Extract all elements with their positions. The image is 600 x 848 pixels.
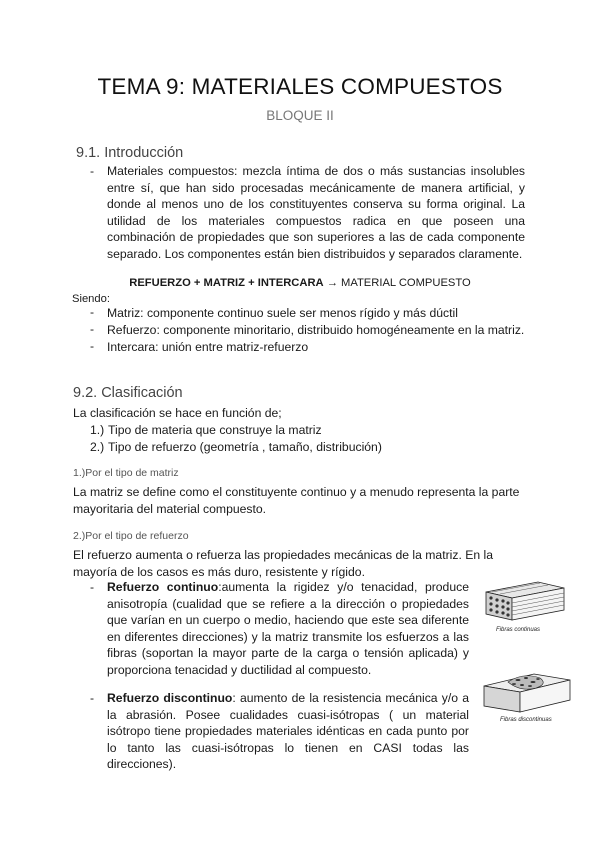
- formula: [0, 277, 600, 289]
- formula-result: → MATERIAL COMPUESTO: [326, 277, 471, 289]
- list-number: 1.): [90, 423, 105, 437]
- section-heading-clasificacion: 9.2. Clasificación: [73, 385, 183, 401]
- figure-caption: Fibras discontinuas: [500, 717, 552, 723]
- fibras-discontinuas-figure: [478, 666, 578, 728]
- bullet-dash: -: [90, 164, 95, 178]
- bullet-dash: -: [90, 691, 95, 705]
- list-number: 2.): [90, 440, 105, 454]
- page-subtitle: BLOQUE II: [266, 108, 334, 123]
- siendo-label: Siendo:: [72, 293, 110, 305]
- list-item-tipo-refuerzo: Tipo de refuerzo (geometría , tamaño, distribución): [108, 440, 382, 454]
- fibras-continuas-illustration: [478, 574, 570, 626]
- refuerzo-discontinuo-paragraph: [107, 690, 469, 773]
- fibras-discontinuas-illustration: [478, 666, 578, 716]
- matriz-paragraph: La matriz se define como el constituyente continuo y a menudo representa la parte mayoritaria del material compuesto.: [73, 485, 520, 516]
- subheading-matriz: 1.)Por el tipo de matriz: [73, 467, 179, 479]
- figure-caption: Fibras continuas: [496, 627, 541, 633]
- section-heading-intro: 9.1. Introducción: [76, 145, 184, 161]
- bullet-dash: -: [90, 339, 95, 353]
- refuerzo-discontinuo-label: Refuerzo discontinuo: [107, 691, 233, 705]
- list-item-refuerzo: Refuerzo: componente minoritario, distribuido homogéneamente en la matriz.: [107, 323, 525, 337]
- refuerzo-continuo-text: :aumenta la rigidez y/o tenacidad, produce anisotropía (cualidad que se refiere a la dirección o propiedades que varían en un cuerpo o medio, haciendo que este sea diferente en diferentes direcciones) y la matriz transmite los esfuerzos a las fibras (soportan la mayor parte de la carga o tensión aplicada) y proporciona tenacidad y ductilidad al compuesto.: [107, 580, 469, 677]
- list-item-matriz: Matriz: componente continuo suele ser menos rígido y más dúctil: [107, 306, 458, 320]
- clasificacion-lead: La clasificación se hace en función de;: [73, 406, 282, 420]
- fibras-continuas-figure: [478, 574, 570, 636]
- list-item-tipo-matriz: Tipo de materia que construye la matriz: [108, 423, 322, 437]
- intro-paragraph: Materiales compuestos: mezcla íntima de dos o más sustancias insolubles entre sí, que han sido procesadas mecánicamente de manera artificial, y donde al menos uno de los constituyentes conserva su forma original. La utilidad de los materiales compuestos radica en que poseen una combinación de propiedades que son superiores a las de cada componente separado. Los componentes están bien distribuidos y separados claramente.: [107, 164, 525, 261]
- refuerzo-discontinuo-text: : aumento de la resistencia mecánica y/o a la abrasión. Posee cualidades cuasi-isótropas ( un material isótropo tiene propiedades materiales idénticas en cada punto por lo tanto las cuasi-isótropas lo tienen en CASI todas las direcciones).: [107, 691, 469, 772]
- refuerzo-continuo-label: Refuerzo continuo: [107, 580, 219, 594]
- page-title: TEMA 9: MATERIALES COMPUESTOS: [97, 74, 503, 99]
- formula-bold: REFUERZO + MATRIZ + INTERCARA: [129, 277, 324, 289]
- bullet-dash: -: [90, 305, 95, 319]
- bullet-dash: -: [90, 322, 95, 336]
- refuerzo-continuo-paragraph: [107, 579, 469, 679]
- list-item-intercara: Intercara: unión entre matriz-refuerzo: [107, 340, 309, 354]
- bullet-dash: -: [90, 580, 95, 594]
- subheading-refuerzo: 2.)Por el tipo de refuerzo: [73, 530, 189, 542]
- refuerzo-paragraph: El refuerzo aumenta o refuerza las propiedades mecánicas de la matriz. En la mayoría de los casos es más duro, resistente y rígido.: [73, 548, 494, 579]
